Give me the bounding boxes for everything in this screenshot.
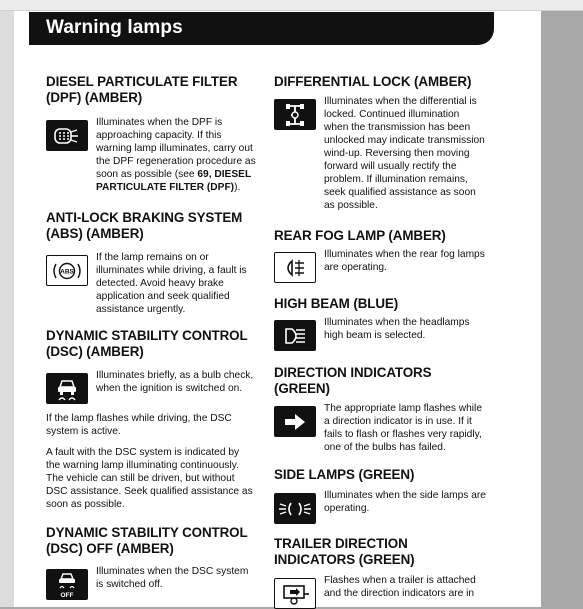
rear-fog-title: REAR FOG LAMP (AMBER) xyxy=(274,228,446,243)
direction-indicators-title: DIRECTION INDICATORS (GREEN) xyxy=(274,365,432,396)
abs-icon xyxy=(46,255,88,286)
dsc-flash-note: If the lamp flashes while driving, the DSC system is active. xyxy=(46,413,232,437)
rear-fog-section xyxy=(274,228,489,283)
high-beam-icon xyxy=(274,320,316,351)
trailer-indicators-title: TRAILER DIRECTION INDICATORS (GREEN) xyxy=(274,536,415,567)
dsc-title: DYNAMIC STABILITY CONTROL (DSC) (AMBER) xyxy=(46,328,248,359)
viewer-top-bar xyxy=(0,0,583,11)
dsc-description: Illuminates briefly, as a bulb check, when the ignition is switched on. xyxy=(96,370,254,394)
dpf-section xyxy=(46,74,261,194)
svg-text:ABS: ABS xyxy=(60,268,74,275)
dsc-off-icon-label: OFF xyxy=(60,591,74,599)
high-beam-title: HIGH BEAM (BLUE) xyxy=(274,296,399,311)
dsc-fault-note: A fault with the DSC system is indicated by the warning lamp illuminating continuously. The vehicle can still be driven, but without DSC assistance. Seek qualified assistance as soon as possible. xyxy=(46,447,253,510)
dpf-desc-text: Illuminates when the DPF is approaching capacity. If this warning lamp illuminates, carry out the DPF regeneration procedure as soon as possible (see xyxy=(96,117,256,180)
side-lamps-section xyxy=(274,467,489,524)
abs-description: If the lamp remains on or illuminates while driving, a fault is detected. Avoid heavy brake application and seek qualified assistance urgently. xyxy=(96,252,247,315)
dsc-off-description: Illuminates when the DSC system is switched off. xyxy=(96,566,249,590)
left-column xyxy=(46,74,261,600)
dpf-desc-link[interactable]: 69, DIESEL PARTICULATE FILTER (DPF) xyxy=(96,169,251,193)
diff-lock-icon xyxy=(274,99,316,130)
dsc-off-icon xyxy=(46,569,88,600)
dpf-desc-end: ). xyxy=(234,182,241,193)
side-lamps-description: Illuminates when the side lamps are operating. xyxy=(324,490,486,514)
diff-lock-section xyxy=(274,74,489,212)
dpf-description xyxy=(96,116,258,194)
high-beam-section xyxy=(274,296,489,351)
right-column xyxy=(274,74,489,609)
rear-fog-icon xyxy=(274,252,316,283)
side-lamps-title: SIDE LAMPS (GREEN) xyxy=(274,467,415,482)
trailer-indicator-icon xyxy=(274,578,316,609)
high-beam-description: Illuminates when the headlamps high beam is selected. xyxy=(324,317,470,341)
viewer-left-gutter xyxy=(0,11,14,607)
dpf-title: DIESEL PARTICULATE FILTER (DPF) (AMBER) xyxy=(46,74,238,105)
dsc-off-title: DYNAMIC STABILITY CONTROL (DSC) OFF (AMBER) xyxy=(46,525,248,556)
trailer-indicators-description: Flashes when a trailer is attached and the direction indicators are in xyxy=(324,575,476,599)
dpf-icon xyxy=(46,120,88,151)
section-header-bar xyxy=(31,12,494,45)
side-lamps-icon xyxy=(274,493,316,524)
abs-title: ANTI-LOCK BRAKING SYSTEM (ABS) (AMBER) xyxy=(46,210,243,241)
diff-lock-title: DIFFERENTIAL LOCK (AMBER) xyxy=(274,74,472,89)
trailer-indicators-section xyxy=(274,536,489,609)
rear-fog-description: Illuminates when the rear fog lamps are operating. xyxy=(324,249,485,273)
diff-lock-description: Illuminates when the differential is locked. Continued illumination when the transmission has been unlocked may indicate transmission wind-up. Reversing then moving forward will usually rectify the problem. If illumination remains, seek qualified assistance as soon as possible. xyxy=(324,96,485,211)
direction-indicators-section xyxy=(274,365,489,454)
dsc-icon xyxy=(46,373,88,404)
page-title: Warning lamps xyxy=(46,17,183,38)
dsc-section xyxy=(46,328,261,511)
direction-indicators-description: The appropriate lamp flashes while a direction indicator is in use. If it fails to flash or flashes very rapidly, one of the bulbs has failed. xyxy=(324,403,482,453)
abs-section xyxy=(46,210,261,316)
dsc-off-section xyxy=(46,525,261,600)
direction-arrow-icon xyxy=(274,406,316,437)
header-bar-stub xyxy=(29,12,32,45)
